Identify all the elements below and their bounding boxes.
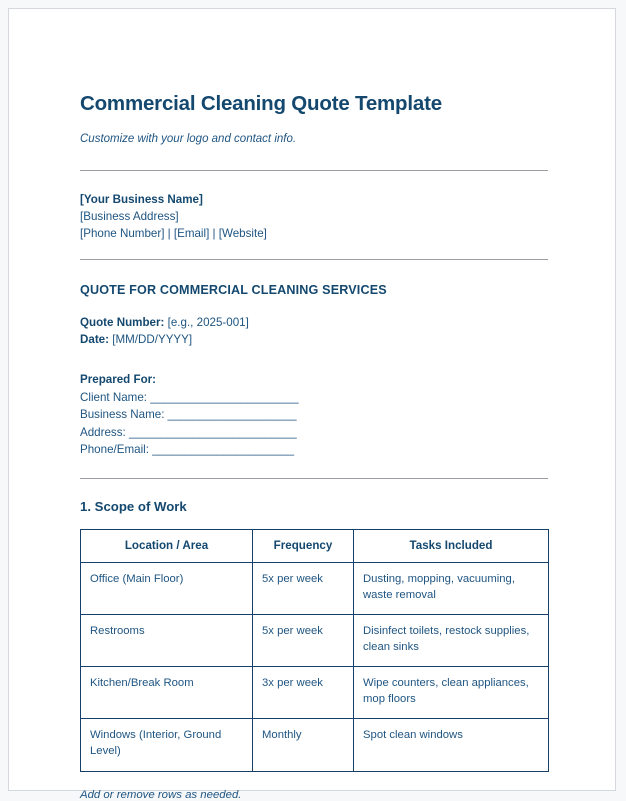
table-note: Add or remove rows as needed. bbox=[80, 788, 242, 801]
cell-frequency: 3x per week bbox=[253, 667, 354, 719]
prepared-for-field bbox=[80, 441, 548, 459]
cell-frequency: 5x per week bbox=[253, 562, 354, 614]
cell-location: Restrooms bbox=[81, 615, 253, 667]
quote-meta-block bbox=[80, 297, 548, 349]
cell-location: Kitchen/Break Room bbox=[81, 667, 253, 719]
phone-email-label: Phone/Email: bbox=[80, 443, 149, 457]
table-row bbox=[81, 562, 549, 614]
prepared-for-block bbox=[80, 349, 548, 459]
table-header-row bbox=[81, 529, 549, 562]
prepared-for-field bbox=[80, 424, 548, 442]
business-name-label: Business Name: bbox=[80, 408, 165, 422]
prepared-for-title: Prepared For: bbox=[80, 372, 157, 386]
cell-tasks: Disinfect toilets, restock supplies, clean sinks bbox=[354, 615, 549, 667]
business-contact: [Phone Number] | [Email] | [Website] bbox=[80, 227, 267, 241]
quote-date-label: Date: bbox=[80, 333, 109, 347]
client-name-label: Client Name: bbox=[80, 390, 148, 404]
cell-frequency: 5x per week bbox=[253, 615, 354, 667]
quote-number-row bbox=[80, 314, 548, 332]
phone-email-blank[interactable]: ______________________ bbox=[152, 443, 295, 457]
business-info-block bbox=[80, 171, 548, 243]
address-label: Address: bbox=[80, 425, 126, 439]
scope-of-work-table bbox=[80, 529, 549, 772]
quote-heading: QUOTE FOR COMMERCIAL CLEANING SERVICES bbox=[80, 282, 387, 297]
cell-location: Office (Main Floor) bbox=[81, 562, 253, 614]
client-name-blank[interactable]: _______________________ bbox=[150, 390, 299, 404]
table-row bbox=[81, 667, 549, 719]
scope-of-work-heading: 1. Scope of Work bbox=[80, 498, 187, 514]
table-row bbox=[81, 615, 549, 667]
address-blank[interactable]: __________________________ bbox=[129, 425, 297, 439]
page-title: Commercial Cleaning Quote Template bbox=[80, 92, 442, 115]
quote-number-value: [e.g., 2025-001] bbox=[167, 315, 249, 329]
column-header-frequency: Frequency bbox=[253, 529, 354, 562]
prepared-for-field bbox=[80, 389, 548, 407]
cell-location: Windows (Interior, Ground Level) bbox=[81, 719, 253, 771]
quote-date-row bbox=[80, 331, 548, 349]
business-name: [Your Business Name] bbox=[80, 192, 203, 206]
business-address: [Business Address] bbox=[80, 209, 179, 223]
column-header-tasks: Tasks Included bbox=[354, 529, 549, 562]
cell-frequency: Monthly bbox=[253, 719, 354, 771]
prepared-for-field bbox=[80, 406, 548, 424]
column-header-location: Location / Area bbox=[81, 529, 253, 562]
table-row bbox=[81, 719, 549, 771]
cell-tasks: Spot clean windows bbox=[354, 719, 549, 771]
cell-tasks: Wipe counters, clean appliances, mop floors bbox=[354, 667, 549, 719]
quote-date-value: [MM/DD/YYYY] bbox=[112, 333, 193, 347]
quote-number-label: Quote Number: bbox=[80, 315, 165, 329]
page-subtitle: Customize with your logo and contact info. bbox=[80, 132, 297, 145]
business-name-blank[interactable]: ____________________ bbox=[167, 408, 297, 422]
cell-tasks: Dusting, mopping, vacuuming, waste removal bbox=[354, 562, 549, 614]
document-content bbox=[80, 9, 548, 801]
document-page bbox=[8, 8, 616, 801]
